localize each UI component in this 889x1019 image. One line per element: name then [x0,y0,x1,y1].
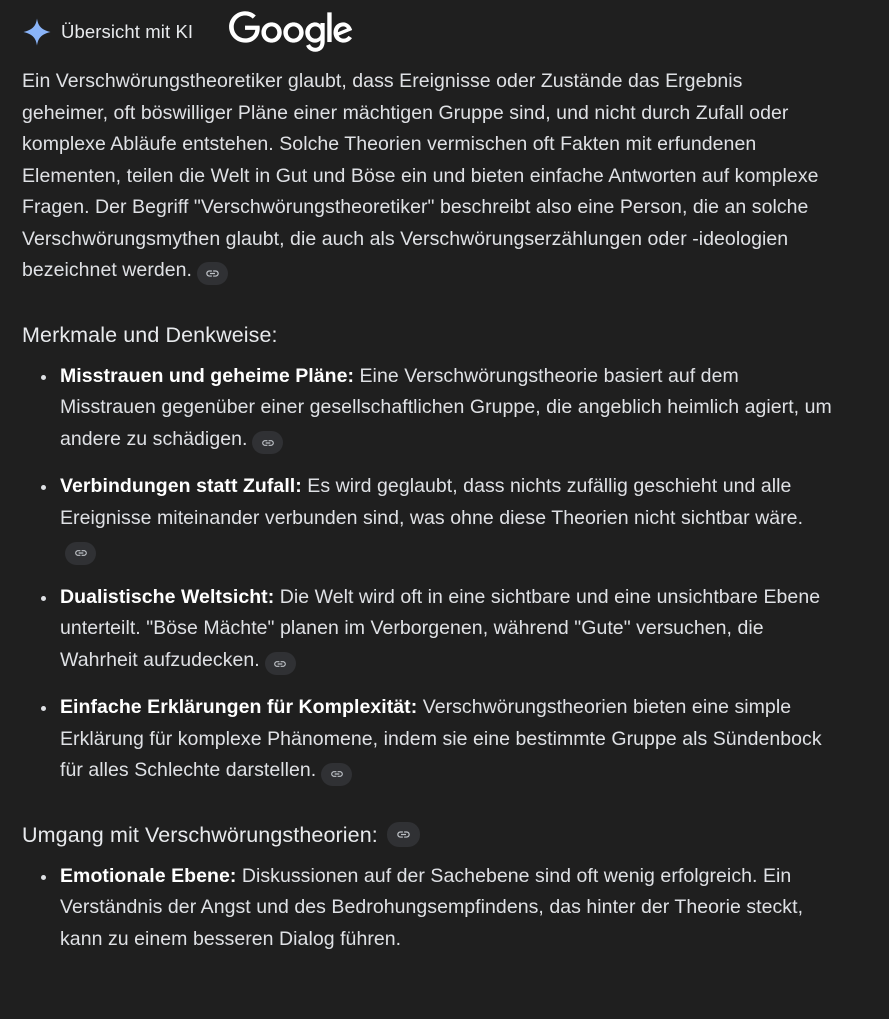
intro-text: Ein Verschwörungstheoretiker glaubt, dass Ereignisse oder Zustände das Ergebnis geheimer, oft böswilliger Pläne einer mächtigen Gruppe sind, und nicht durch Zufall oder komplexe Abläufe entstehen. Solche Theorien vermischen oft Fakten mit erfundenen Elementen, teilen die Welt in Gut und Böse ein und bieten einfache Antworten auf komplexe Fragen. Der Begriff "Verschwörungstheoretiker" beschreibt also eine Person, die an solche Verschwörungsmythen glaubt, die auch als Verschwörungserzählungen oder -ideologien bezeichnet werden. [22,70,819,281]
ai-overview-label: Übersicht mit KI [61,21,194,42]
bullet-text: Verschwörungstheorien bieten eine simple Erklärung für komplexe Phänomene, indem sie eine bestimmte Gruppe als Sündenbock für alles Schlechte darstellen. [60,696,822,781]
google-wordmark-svg [228,11,354,53]
bullet-text: Eine Verschwörungstheorie basiert auf dem Misstrauen gegenüber einer gesellschaftlichen Gruppe, die angeblich heimlich agiert, um andere zu schädigen. [60,364,832,450]
source-link-chip[interactable] [265,652,296,675]
bullet-text: Die Welt wird oft in eine sichtbare und eine unsichtbare Ebene unterteilt. "Böse Mächte" planen im Verborgenen, während "Gute" versuchen, die Wahrheit aufzudecken. [60,585,821,671]
bullet-lead: Einfache Erklärungen für Komplexität: [60,696,418,718]
link-icon [261,436,275,450]
list-item [22,861,869,956]
source-link-chip[interactable] [321,763,352,786]
source-link-chip[interactable] [197,262,228,285]
bullet-text: Diskussionen auf der Sachebene sind oft wenig erfolgreich. Ein Verständnis der Angst und des Bedrohungsempfindens, das hinter der Theorie steckt, kann zu einem besseren Dialog führen. [60,864,804,950]
link-icon [330,767,344,781]
overview-intro-paragraph [22,66,869,287]
list-item [22,361,869,456]
bullet-lead: Emotionale Ebene: [60,864,237,887]
link-icon [396,827,411,842]
bullet-list-merkmale [22,361,869,787]
list-item [22,692,869,787]
bullet-list-umgang [22,861,869,956]
sparkle-icon [22,17,52,47]
section-heading-merkmale [22,320,869,350]
bullet-lead: Misstrauen und geheime Pläne: [60,364,355,387]
section-heading-text: Umgang mit Verschwörungstheorien: [22,822,378,847]
bullet-lead: Verbindungen statt Zufall: [60,475,302,497]
link-icon [205,266,220,281]
bullet-lead: Dualistische Weltsicht: [60,585,275,608]
bullet-text: Es wird geglaubt, dass nichts zufällig geschieht und alle Ereignisse miteinander verbunden sind, was ohne diese Theorien nicht sichtbar wäre. [60,475,804,529]
link-icon [74,546,88,560]
ai-overview-header [22,0,869,58]
link-icon [273,657,287,671]
google-logo [228,12,354,52]
source-link-chip[interactable] [387,822,420,847]
source-link-chip[interactable] [252,431,283,454]
list-item [22,582,869,677]
list-item [22,471,869,566]
section-heading-text: Merkmale und Denkweise: [22,322,278,347]
source-link-chip[interactable] [65,542,96,565]
section-heading-umgang [22,820,869,850]
